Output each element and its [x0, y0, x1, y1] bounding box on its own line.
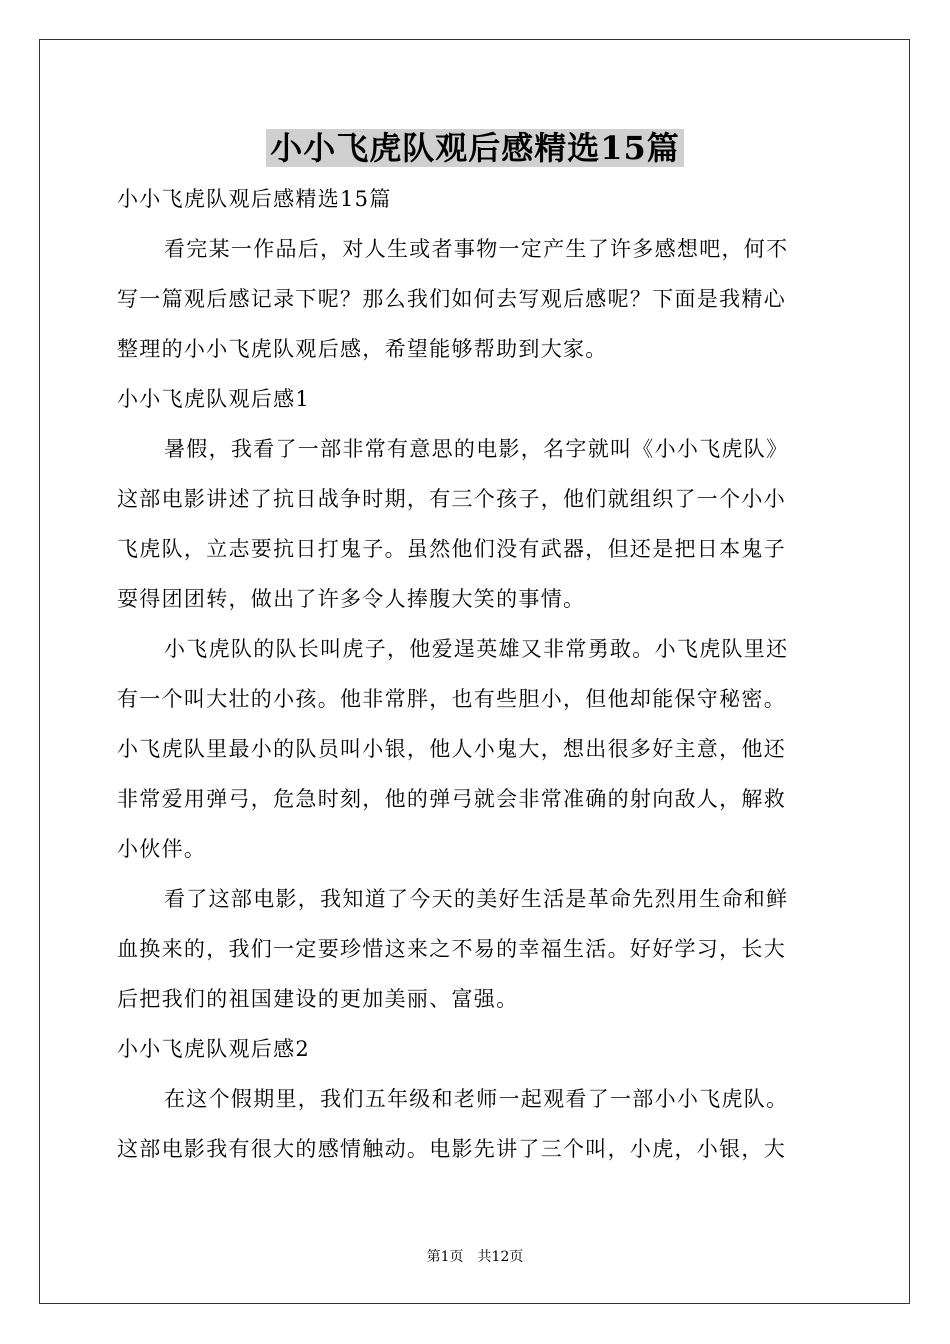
section1-p1-line-1: 暑假，我看了一部非常有意思的电影，名字就叫《小小飞虎队》 — [164, 437, 789, 461]
section1-p1-line-4: 耍得团团转，做出了许多令人捧腹大笑的事情。 — [117, 587, 586, 611]
page-footer — [0, 1247, 950, 1267]
section1-p2-line-4: 非常爱用弹弓，危急时刻，他的弹弓就会非常准确的射向敌人，解救 — [117, 787, 786, 811]
section2-p1-line-2: 这部电影我有很大的感情触动。电影先讲了三个叫，小虎，小银，大 — [117, 1137, 786, 1161]
section1-p3-line-3: 后把我们的祖国建设的更加美丽、富强。 — [117, 987, 519, 1011]
page-total: 共12页 — [477, 1249, 524, 1265]
document-title-text: 小小飞虎队观后感精选15篇 — [266, 129, 684, 167]
section1-p3-line-2: 血换来的，我们一定要珍惜这来之不易的幸福生活。好好学习，长大 — [117, 937, 786, 961]
page-border — [39, 39, 910, 1304]
intro-line-3: 整理的小小飞虎队观后感，希望能够帮助到大家。 — [117, 337, 608, 361]
subtitle-line: 小小飞虎队观后感精选15篇 — [117, 187, 392, 211]
section1-p2-line-2: 有一个叫大壮的小孩。他非常胖，也有些胆小，但他却能保守秘密。 — [117, 687, 786, 711]
section1-p1-line-2: 这部电影讲述了抗日战争时期，有三个孩子，他们就组织了一个小小 — [117, 487, 786, 511]
section2-p1-line-1: 在这个假期里，我们五年级和老师一起观看了一部小小飞虎队。 — [164, 1087, 789, 1111]
intro-line-1: 看完某一作品后，对人生或者事物一定产生了许多感想吧，何不 — [164, 237, 789, 261]
section1-p3-line-1: 看了这部电影，我知道了今天的美好生活是革命先烈用生命和鲜 — [164, 887, 789, 911]
document-title — [0, 124, 950, 172]
section1-p2-line-1: 小飞虎队的队长叫虎子，他爱逞英雄又非常勇敢。小飞虎队里还 — [164, 637, 789, 661]
intro-line-2: 写一篇观后感记录下呢？那么我们如何去写观后感呢？下面是我精心 — [117, 287, 786, 311]
section1-p1-line-3: 飞虎队，立志要抗日打鬼子。虽然他们没有武器，但还是把日本鬼子 — [117, 537, 786, 561]
section1-heading: 小小飞虎队观后感1 — [117, 387, 311, 411]
section1-p2-line-3: 小飞虎队里最小的队员叫小银，他人小鬼大，想出很多好主意，他还 — [117, 737, 786, 761]
page-number: 第1页 — [426, 1249, 464, 1265]
section2-heading: 小小飞虎队观后感2 — [117, 1037, 311, 1061]
section1-p2-line-5: 小伙伴。 — [117, 837, 207, 861]
